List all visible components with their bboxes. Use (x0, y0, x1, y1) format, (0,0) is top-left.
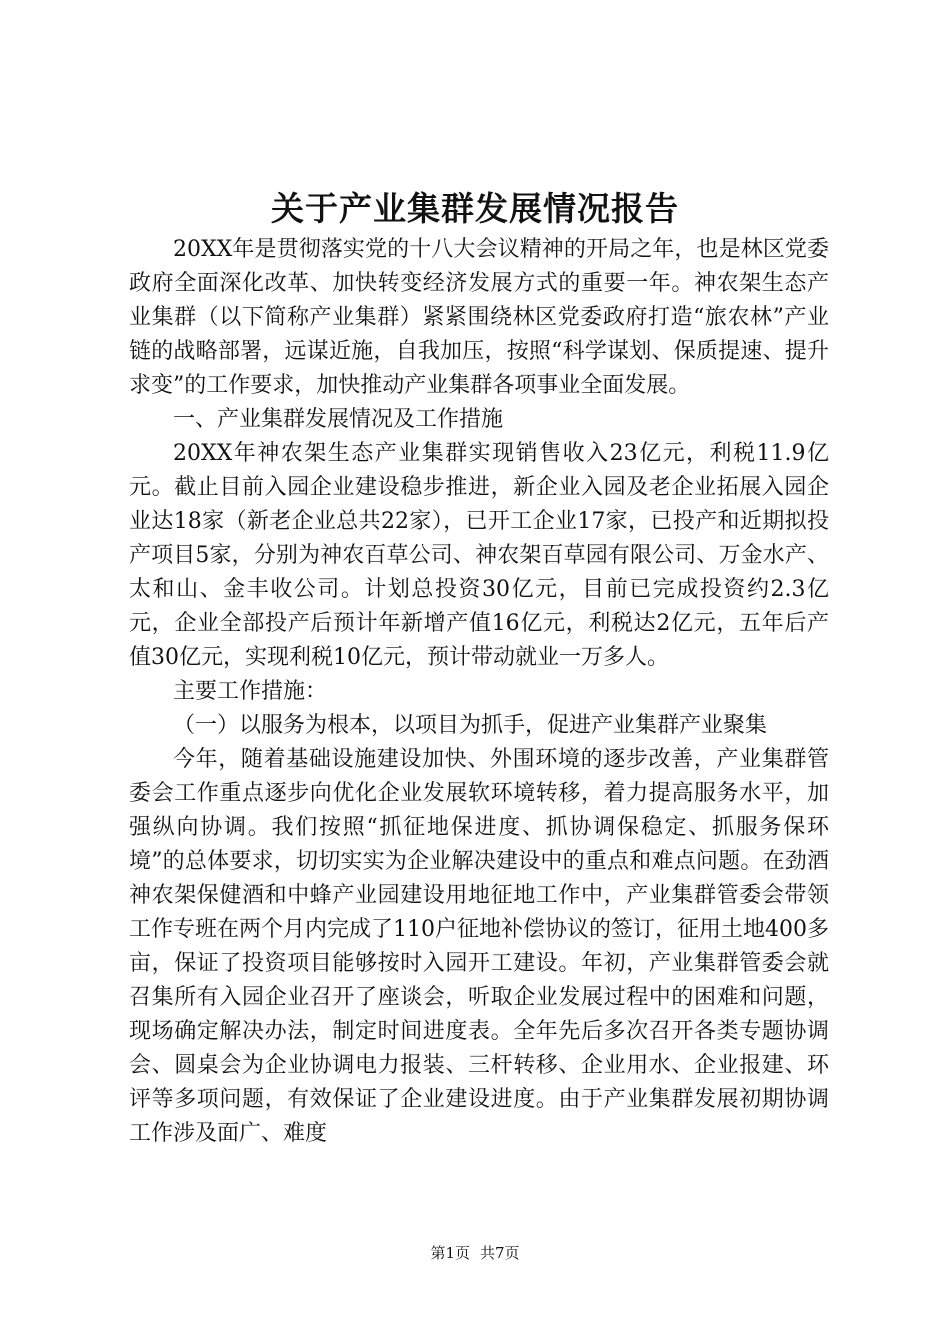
page-footer (0, 1242, 950, 1264)
page-number: 第1页 (430, 1244, 470, 1262)
document-title: 关于产业集群发展情况报告 (271, 189, 679, 228)
page-total: 共7页 (480, 1244, 520, 1262)
measures-paragraph: 今年，随着基础设施建设加快、外围环境的逐步改善，产业集群管委会工作重点逐步向优化企业发展软环境转移，着力提高服务水平，加强纵向协调。我们按照“抓征地保进度、抓协调保稳定、抓服务保环境”的总体要求，切切实实为企业解决建设中的重点和难点问题。在劲酒神农架保健酒和中蜂产业园建设用地征地工作中，产业集群管委会带领工作专班在两个月内完成了110户征地补偿协议的签订，征用土地400多亩，保证了投资项目能够按时入园开工建设。年初，产业集群管委会就召集所有入园企业召开了座谈会，听取企业发展过程中的困难和问题，现场确定解决办法，制定时间进度表。全年先后多次召开各类专题协调会、圆桌会为企业协调电力报装、三杆转移、企业用水、企业报建、环评等多项问题，有效保证了企业建设进度。由于产业集群发展初期协调工作涉及面广、难度 (129, 747, 829, 1146)
subsection-heading: （一）以服务为根本，以项目为抓手，促进产业集群产业聚集 (173, 713, 768, 738)
section-heading: 一、产业集群发展情况及工作措施 (173, 407, 504, 432)
measures-heading: 主要工作措施： (173, 679, 328, 704)
results-paragraph: 20XX年神农架生态产业集群实现销售收入23亿元，利税11.9亿元。截止目前入园企业建设稳步推进，新企业入园及老企业拓展入园企业达18家（新老企业总共22家），已开工企业17家，已投产和近期拟投产项目5家，分别为神农百草公司、神农架百草园有限公司、万金水产、太和山、金丰收公司。计划总投资30亿元，目前已完成投资约2.3亿元，企业全部投产后预计年新增产值16亿元，利税达2亿元，五年后产值30亿元，实现利税10亿元，预计带动就业一万多人。 (129, 441, 829, 670)
intro-paragraph: 20XX年是贯彻落实党的十八大会议精神的开局之年，也是林区党委政府全面深化改革、加快转变经济发展方式的重要一年。神农架生态产业集群（以下简称产业集群）紧紧围绕林区党委政府打造“旅农林”产业链的战略部署，远谋近施，自我加压，按照“科学谋划、保质提速、提升求变”的工作要求，加快推动产业集群各项事业全面发展。 (129, 237, 829, 398)
document-body (129, 233, 829, 1151)
